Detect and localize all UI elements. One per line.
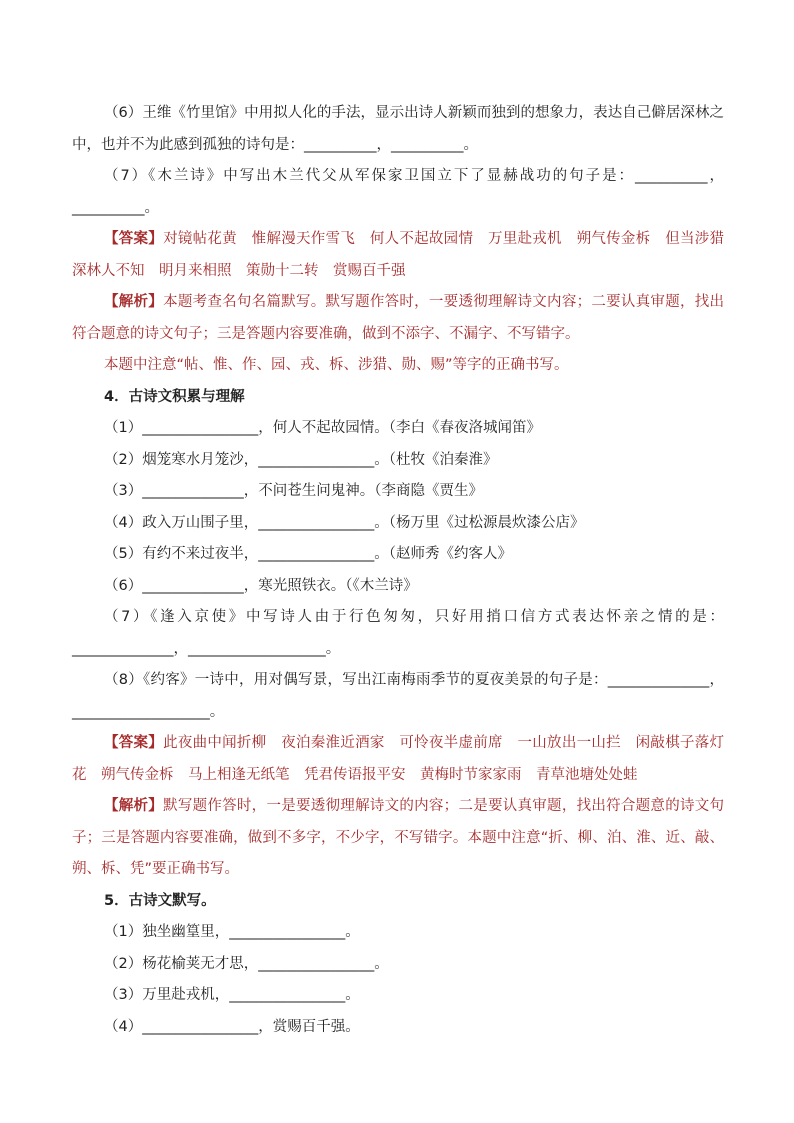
- section-5-heading: 5．古诗文默写。: [104, 892, 216, 909]
- answer-text-2: 此夜曲中闻折柳 夜泊秦淮近酒家 可怜夜半虚前席 一山放出一山拦 闲敲棋子落灯花 朔气传金柝 马上相逢无纸笔 凭君传语报平安 黄梅时节家家雨 青草池塘处处蛙: [72, 735, 725, 783]
- section-4-item-4: （4）政入万山围子里，________________。（杨万里《过松源晨炊漆公店》: [104, 514, 585, 531]
- analysis-paragraph-1: [72, 287, 724, 350]
- section-4-heading: 4．古诗文积累与理解: [104, 388, 245, 405]
- section-5-item-1: （1）独坐幽篁里，________________。: [104, 924, 360, 940]
- answer-paragraph-1: [72, 224, 739, 287]
- section-4-item-3: （3）______________，不问苍生问鬼神。（李商隐《贾生》: [104, 483, 483, 499]
- answer-text: 对镜帖花黄 惟解漫天作雪飞 何人不起故园情 万里赴戎机 朔气传金柝 但当涉猎 深林人不知 明月来相照 策勋十二转 赏赐百千强: [72, 231, 739, 279]
- section-5-item-3: （3）万里赴戎机，________________。: [104, 987, 360, 1003]
- analysis-text: 本题考查名句名篇默写。默写题作答时，一要透彻理解诗文内容；二要认真审题，找出符合题意的诗文句子；三是答题内容要准确，做到不添字、不漏字、不写错字。: [72, 294, 725, 342]
- section-5-item-4: （4）________________，赏赐百千强。: [104, 1018, 360, 1035]
- answer-label: 【答案】: [104, 231, 164, 247]
- analysis-note: 本题中注意“帖、惟、作、园、戎、柝、涉猎、勋、赐”等字的正确书写。: [104, 357, 569, 373]
- section-5-item-2: （2）杨花榆荚无才思，________________。: [104, 955, 389, 972]
- analysis-label: 【解析】: [104, 294, 164, 310]
- answer-paragraph-2: [72, 728, 724, 791]
- document-body: [72, 98, 739, 1043]
- section-4-item-7: （7）《逢入京使》中写诗人由于行色匆匆，只好用捎口信方式表达怀亲之情的是：______________，___________________。: [72, 609, 724, 657]
- analysis-label-2: 【解析】: [104, 798, 164, 814]
- question-7: （7）《木兰诗》中写出木兰代父从军保家卫国立下了显赫战功的句子是：__________，__________。: [72, 168, 724, 216]
- analysis-text-2: 默写题作答时，一是要透彻理解诗文的内容；二是要认真审题，找出符合题意的诗文句子；三是答题内容要准确，做到不多字，不少字，不写错字。本题中注意“折、柳、泊、淮、近、敲、朔、柝、凭”要正确书写。: [72, 798, 725, 877]
- analysis-paragraph-2: [72, 791, 724, 886]
- section-4-item-1: （1）________________，何人不起故园情。（李白《春夜洛城闻笛》: [104, 420, 541, 436]
- section-4-item-6: （6）______________，寒光照铁衣。（《木兰诗》: [104, 577, 418, 594]
- section-4-item-8: （8）《约客》一诗中，用对偶写景，写出江南梅雨季节的夏夜美景的句子是：______________，___________________。: [72, 672, 724, 720]
- section-4-item-5: （5）有约不来过夜半，________________。（赵师秀《约客人》: [104, 546, 512, 562]
- question-6: （6）王维《竹里馆》中用拟人化的手法，显示出诗人新颖而独到的想象力，表达自己僻居深林之中，也并不为此感到孤独的诗句是：__________，__________。: [72, 105, 724, 153]
- section-4-item-2: （2）烟笼寒水月笼沙，________________。（杜牧《泊秦淮》: [104, 451, 498, 468]
- answer-label-2: 【答案】: [104, 735, 164, 751]
